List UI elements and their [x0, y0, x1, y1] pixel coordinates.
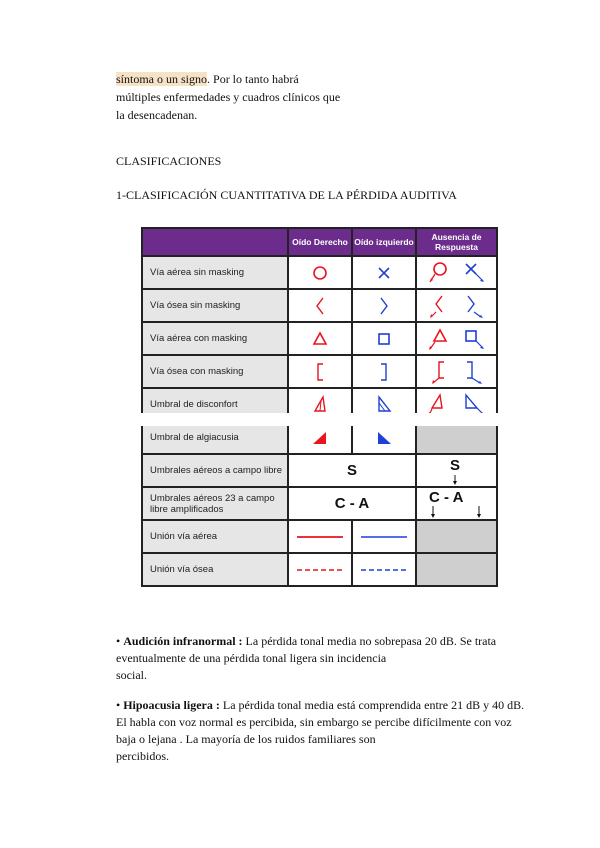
no-response-s-text: S	[450, 457, 461, 474]
heading-classifications: CLASIFICACIONES	[116, 154, 222, 168]
heading-quantitative: 1-CLASIFICACIÓN CUANTITATIVA DE LA PÉRDIDA AUDITIVA	[116, 188, 457, 202]
no-response-bone-icon	[416, 289, 497, 322]
no-response-amplified	[416, 487, 497, 520]
table-row	[142, 520, 497, 553]
row-label: Umbrales aéreos a campo libre	[142, 454, 288, 487]
row-label: Vía aérea sin masking	[142, 256, 288, 289]
paragraph-infranormal-line-2: eventualmente de una pérdida tonal ligera sin incidencia	[116, 651, 387, 665]
highlighted-text: síntoma o un signo	[116, 72, 208, 86]
table-row	[142, 256, 497, 289]
no-response-air-icon	[416, 256, 497, 289]
no-response-bone-line-empty	[416, 553, 497, 586]
intro-line-2: múltiples enfermedades y cuadros clínicos que	[116, 90, 341, 104]
row-label: Vía aérea con masking	[142, 322, 288, 355]
no-response-air-line-empty	[416, 520, 497, 553]
table-row	[142, 289, 497, 322]
no-response-ca-text: C - A	[429, 489, 464, 506]
paragraph-infranormal-line-3: social.	[116, 668, 147, 682]
bullet: •	[116, 634, 121, 648]
no-response-bone-masked-icon	[416, 355, 497, 388]
left-bone-masked-bracket-icon	[352, 355, 416, 388]
amplified-free-field-symbol	[288, 487, 416, 520]
amplified-ca-text: C - A	[334, 494, 370, 512]
table-row	[142, 322, 497, 355]
header-no-response: Ausencia de Respuesta	[416, 228, 497, 256]
paragraph-text: La pérdida tonal media no sobrepasa 20 dB. Se trata	[242, 634, 497, 648]
left-air-cross-icon	[352, 256, 416, 289]
right-air-circle-icon	[288, 256, 352, 289]
paragraph-hipoacusia-line-1	[116, 696, 530, 714]
row-label: Vía ósea sin masking	[142, 289, 288, 322]
paragraph-text: La pérdida tonal media está comprendida entre 21 dB y 40 dB.	[219, 698, 525, 712]
free-field-s-text: S	[346, 461, 357, 479]
header-right-ear: Oído Derecho	[288, 228, 352, 256]
paragraph-infranormal-line-1	[116, 632, 530, 650]
right-bone-bracket-icon	[288, 289, 352, 322]
no-response-air-masked-icon	[416, 322, 497, 355]
table-scan-gap	[138, 413, 500, 426]
down-arrow-icon	[417, 455, 497, 486]
term-hipoacusia: Hipoacusia ligera :	[123, 698, 220, 712]
left-air-masked-square-icon	[352, 322, 416, 355]
paragraph-hipoacusia-line-2: El habla con voz normal es percibida, sin embargo se percibe difícilmente con voz	[116, 715, 512, 729]
table-header-row	[142, 228, 497, 256]
table-row	[142, 355, 497, 388]
intro-line-3: la desencadenan.	[116, 108, 198, 122]
table-row	[142, 487, 497, 520]
paragraph-hipoacusia-line-3: baja o lejana . La mayoría de los ruidos familiares son	[116, 732, 376, 746]
right-air-line-icon	[288, 520, 352, 553]
intro-line-1	[116, 70, 299, 88]
row-label: Umbrales aéreos 23 a campo libre amplificados	[142, 487, 288, 520]
left-bone-dashed-line-icon	[352, 553, 416, 586]
right-air-masked-triangle-icon	[288, 322, 352, 355]
audiometric-symbols-table	[141, 227, 498, 587]
row-label: Vía ósea con masking	[142, 355, 288, 388]
paragraph-hipoacusia-line-4: percibidos.	[116, 749, 169, 763]
row-label: Umbral de algiacusia	[142, 421, 288, 454]
free-field-symbol	[288, 454, 416, 487]
right-bone-dashed-line-icon	[288, 553, 352, 586]
no-response-free-field	[416, 454, 497, 487]
bullet: •	[116, 698, 121, 712]
row-label: Umbral de disconfort	[142, 388, 288, 421]
header-left-ear: Oído izquierdo	[352, 228, 416, 256]
table-row	[142, 454, 497, 487]
row-label: Unión vía aérea	[142, 520, 288, 553]
header-blank-cell	[142, 228, 288, 256]
left-air-line-icon	[352, 520, 416, 553]
intro-line-1-rest: . Por lo tanto habrá	[207, 72, 299, 86]
left-bone-bracket-icon	[352, 289, 416, 322]
down-arrows-icon	[417, 488, 497, 519]
row-label: Unión vía ósea	[142, 553, 288, 586]
right-bone-masked-bracket-icon	[288, 355, 352, 388]
table-row	[142, 553, 497, 586]
term-infranormal: Audición infranormal :	[123, 634, 243, 648]
